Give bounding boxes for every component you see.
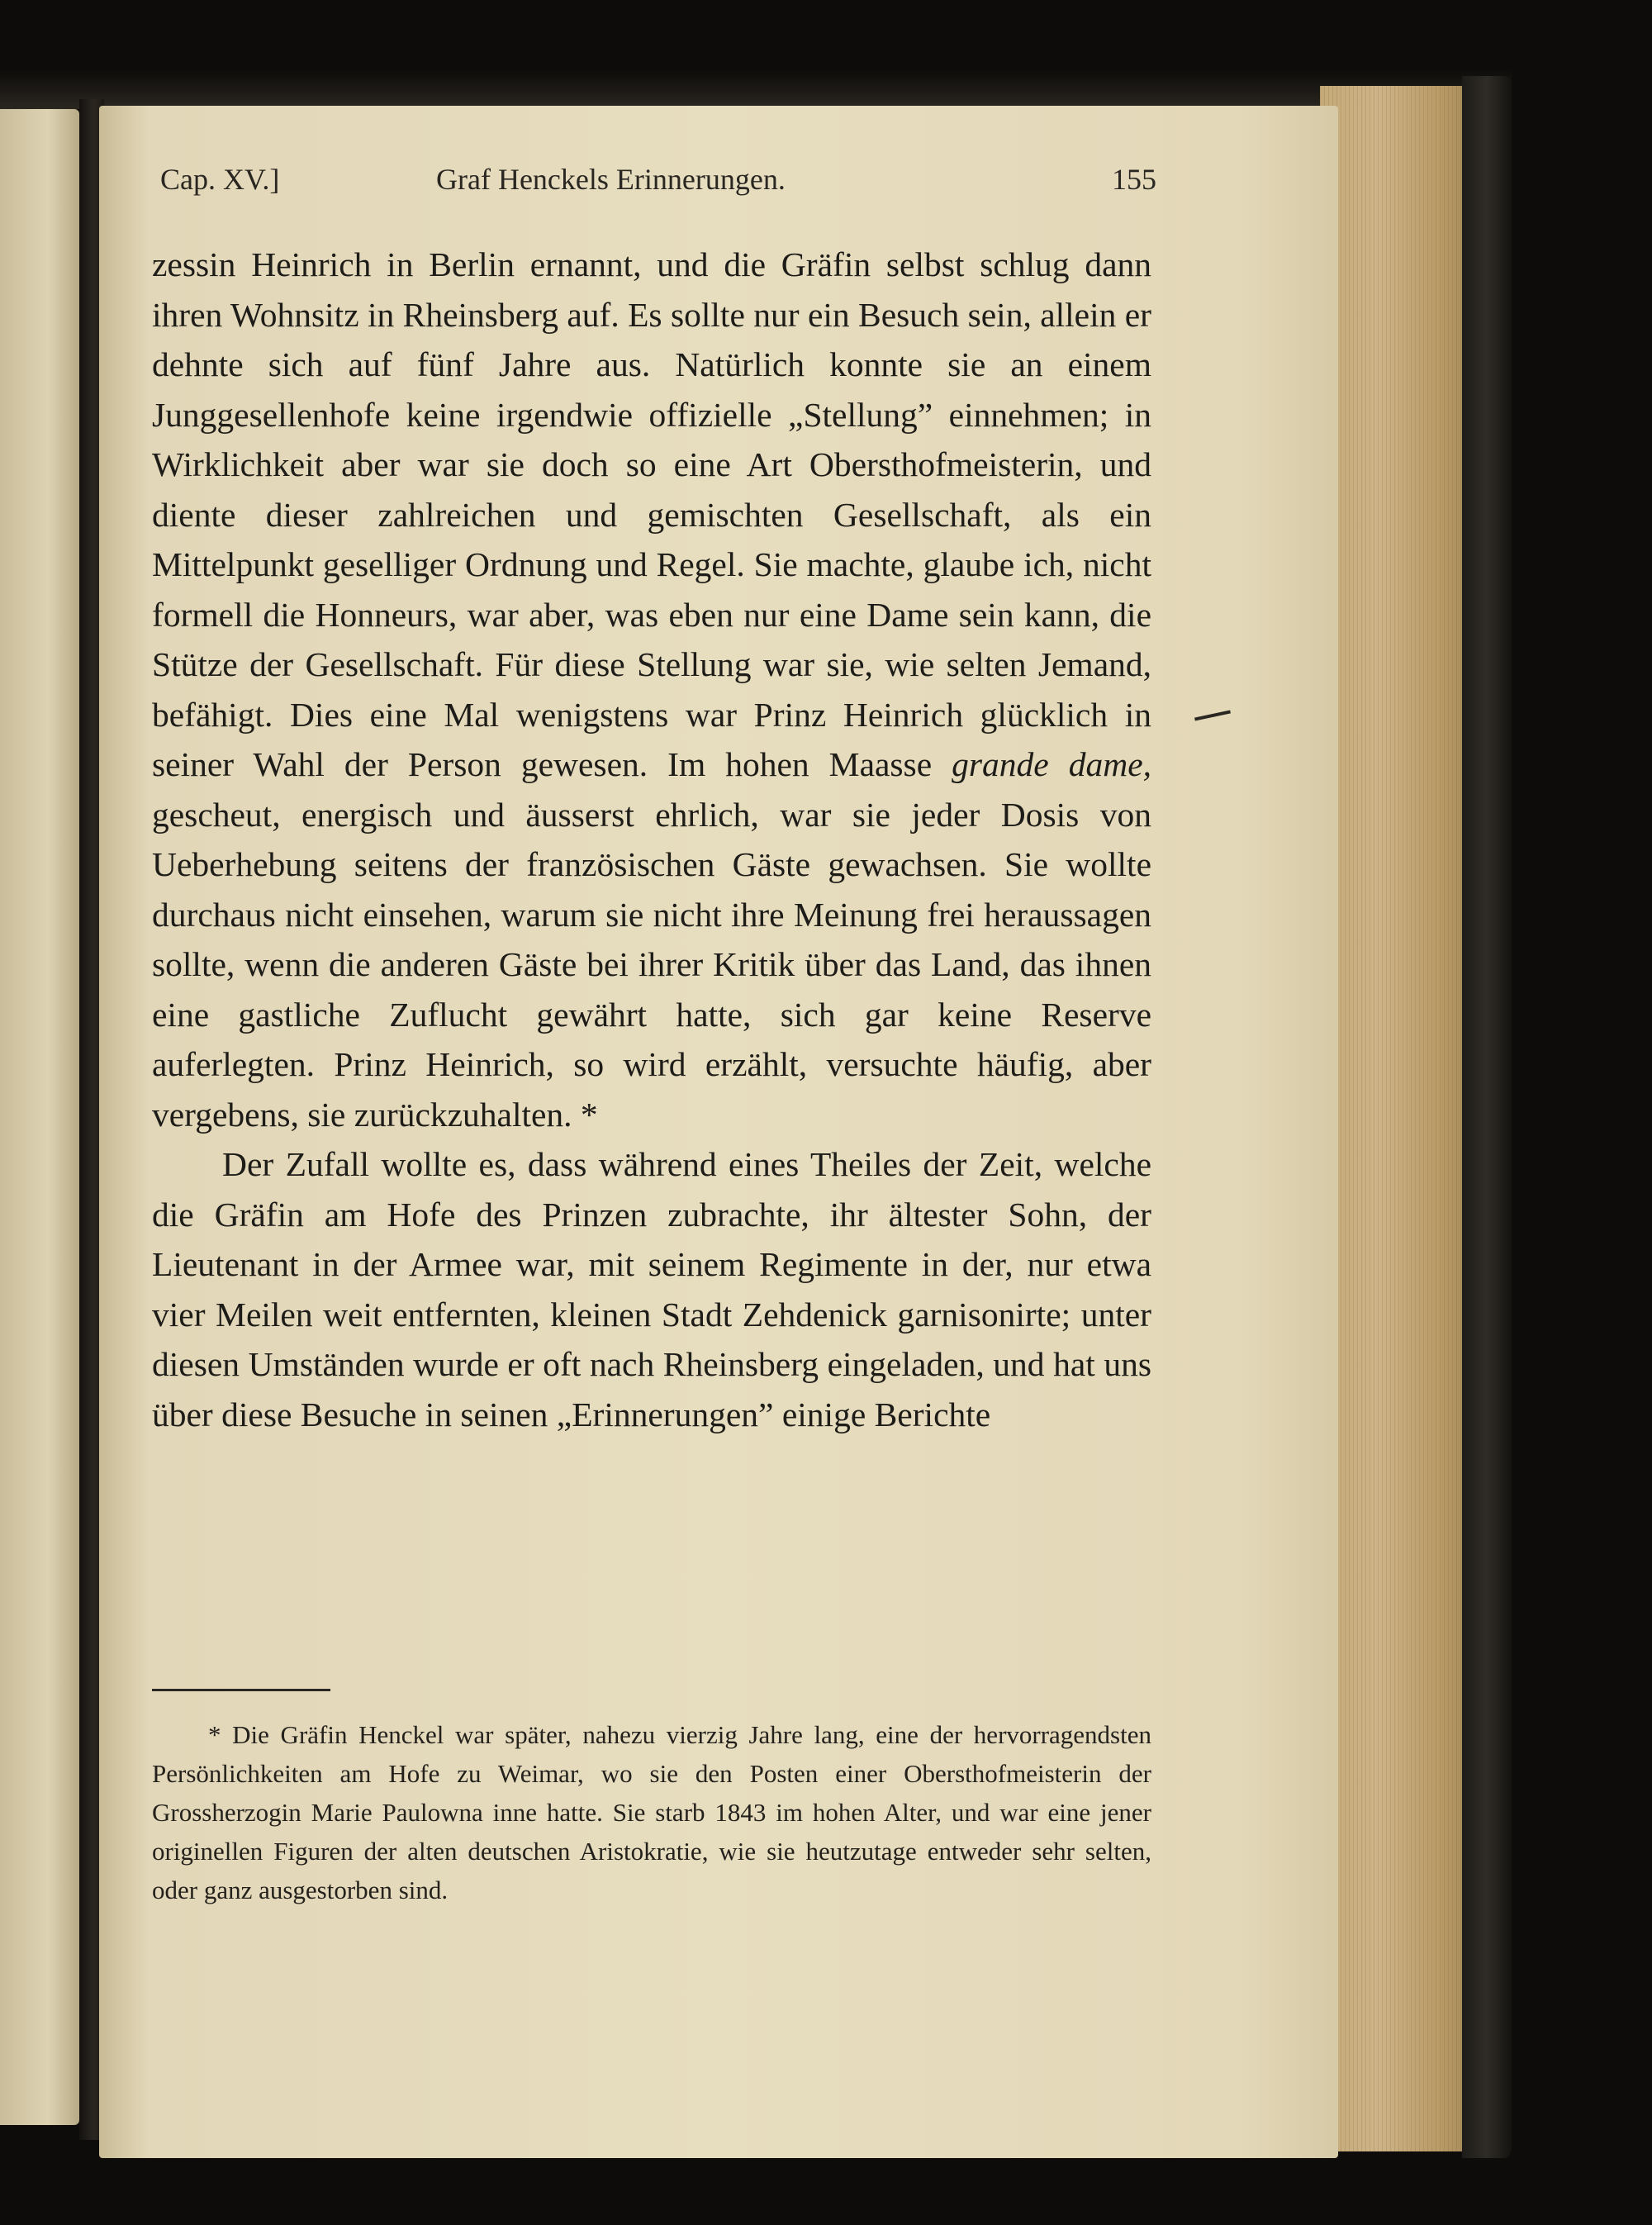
footnote-rule (152, 1689, 330, 1691)
paragraph-1-part-b: gescheut, energisch und äusserst ehrlich, war sie jeder Dosis von Ueberhebung seitens der französischen Gäste gewachsen. Sie wollte durchaus nicht einsehen, warum sie nicht ihre Meinung frei heraussagen sollte, wenn die anderen Gäste bei ihrer Kritik über das Land, das ihnen eine gastliche Zuflucht gewährt hatte, sich gar keine Reserve auferlegten. Prinz Heinrich, so wird erzählt, versuchte häufig, aber vergebens, sie zurückzuhalten. * (152, 795, 1151, 1134)
main-text (152, 240, 1151, 1439)
background-top (0, 69, 1512, 109)
chapter-label: Cap. XV.] (160, 163, 280, 196)
running-header (152, 162, 1156, 208)
footnote-text: * Die Gräfin Henckel war später, nahezu vierzig Jahre lang, eine der hervorragendsten Persönlichkeiten am Hofe zu Weimar, wo sie den Posten einer Obersthofmeisterin der Grossherzogin Marie Paulowna inne hatte. Sie starb 1843 im hohen Alter, und war eine jener originellen Figuren der alten deutschen Aristokratie, wie sie heutzutage entweder sehr selten, oder ganz ausgestorben sind. (152, 1720, 1151, 1904)
running-title: Graf Henckels Erinnerungen. (436, 163, 786, 196)
paragraph-1-part-a: zessin Heinrich in Berlin ernannt, und die Gräfin selbst schlug dann ihren Wohnsitz in Rheinsberg auf. Es sollte nur ein Besuch sein, allein er dehnte sich auf fünf Jahre aus. Natürlich konnte sie an einem Junggesellenhofe keine irgendwie offizielle „Stellung” einnehmen; in Wirklichkeit aber war sie doch so eine Art Obersthofmeisterin, und diente dieser zahlreichen und gemischten Gesellschaft, als ein Mittelpunkt geselliger Ordnung und Regel. Sie machte, glaube ich, nicht formell die Honneurs, war aber, was eben nur eine Dame sein kann, die Stütze der Gesellschaft. Für diese Stellung war sie, wie selten Jemand, befähigt. Dies eine Mal wenigstens war Prinz Heinrich glücklich in seiner Wahl der Person gewesen. Im hohen Maasse (152, 245, 1151, 783)
paragraph-1 (152, 240, 1151, 1139)
footnote (152, 1715, 1151, 1909)
book-cover (1462, 76, 1512, 2158)
page-number: 155 (1112, 163, 1156, 196)
left-page-edge (0, 109, 79, 2125)
paragraph-1-emphasis: grande dame, (952, 745, 1151, 783)
paragraph-2: Der Zufall wollte es, dass während eines Theiles der Zeit, welche die Gräfin am Hofe des Prinzen zubrachte, ihr ältester Sohn, der Lieutenant in der Armee war, mit seinem Regimente in der, nur etwa vier Meilen weit entfernten, kleinen Stadt Zehdenick garnisonirte; unter diesen Umständen wurde er oft nach Rheinsberg eingeladen, und hat uns über diese Besuche in seinen „Erinnerungen” einige Berichte (152, 1145, 1151, 1433)
page-block-edge (1320, 86, 1469, 2151)
